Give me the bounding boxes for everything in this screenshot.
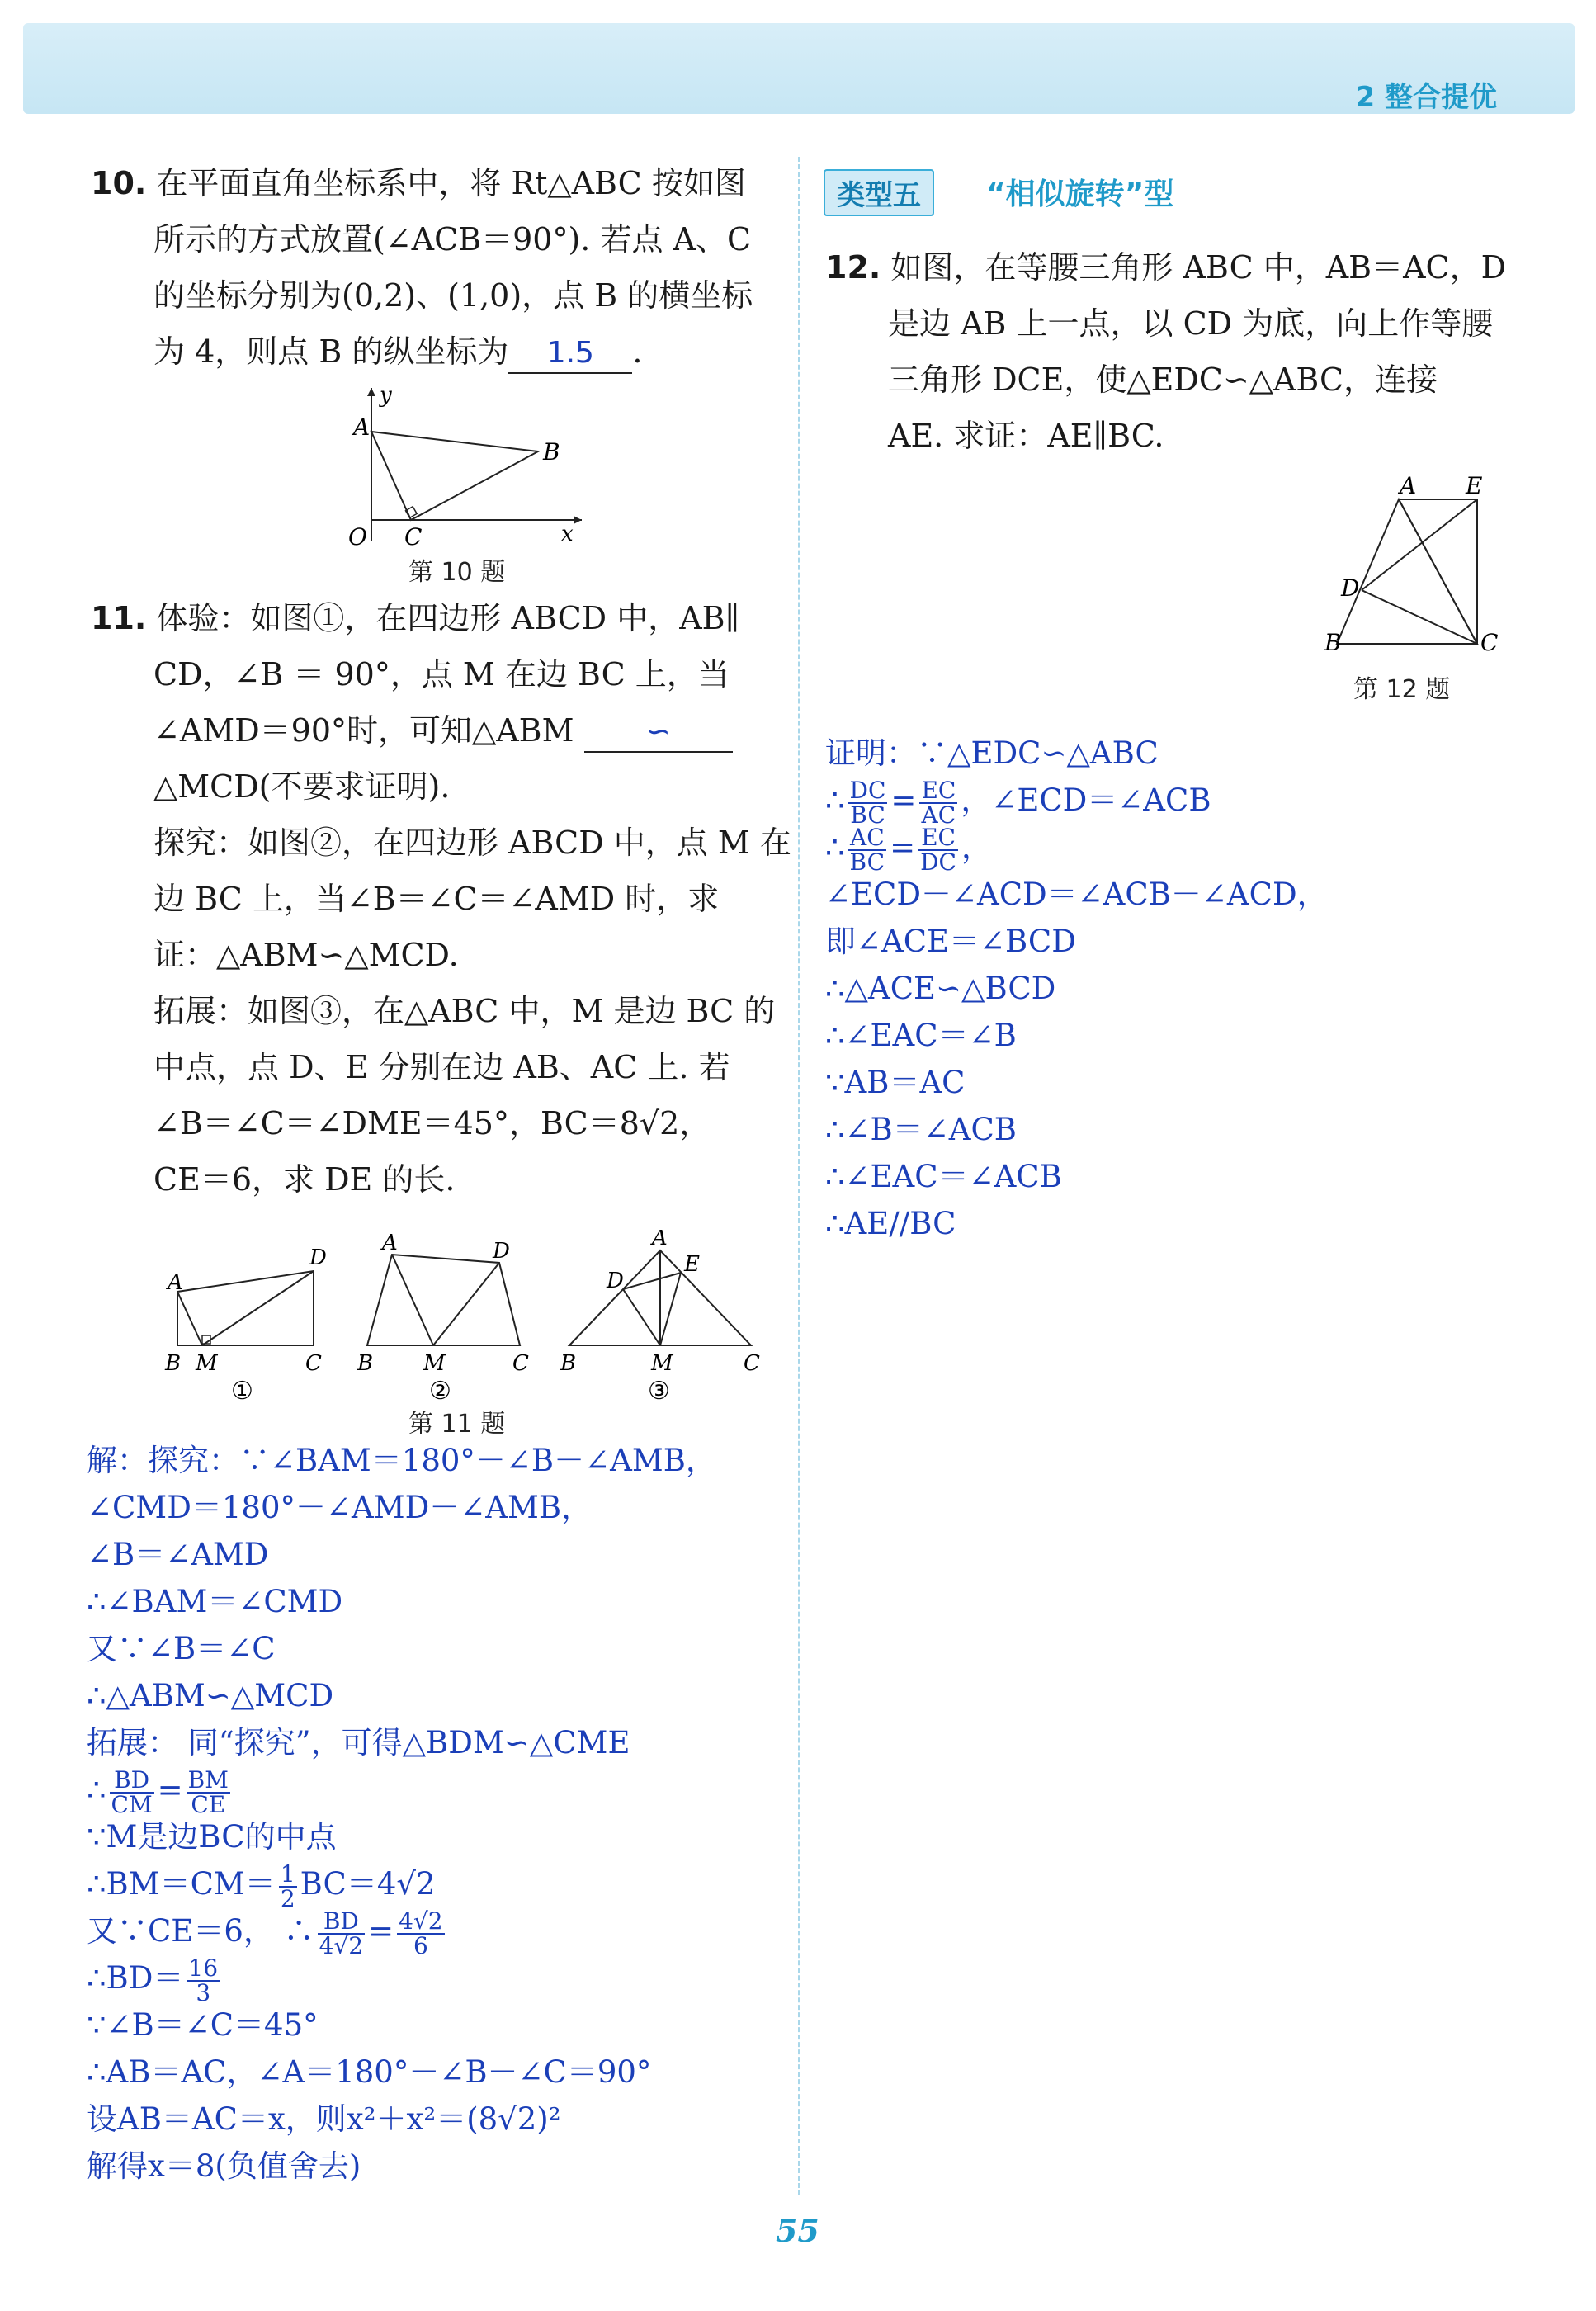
solution-line bbox=[87, 1907, 780, 1959]
problem-11-line-6: 边 BC 上，当∠B＝∠C＝∠AMD 时，求 bbox=[153, 881, 720, 917]
therefore-symbol: ∴ bbox=[825, 782, 845, 818]
label-c: C bbox=[512, 1351, 529, 1376]
problem-10 bbox=[91, 155, 767, 380]
solution-line: ∠CMD＝180°－∠AMD－∠AMB， bbox=[87, 1490, 593, 1525]
label-e: E bbox=[1466, 472, 1483, 499]
label-b: B bbox=[543, 438, 560, 466]
numerator: EC bbox=[918, 826, 958, 851]
numerator: BD bbox=[110, 1769, 154, 1794]
label-c: C bbox=[404, 523, 423, 549]
fraction bbox=[110, 1765, 154, 1818]
fraction bbox=[279, 1860, 297, 1912]
label-d: D bbox=[607, 1269, 624, 1293]
numerator: EC bbox=[921, 776, 956, 804]
label-a: A bbox=[168, 1270, 183, 1295]
denominator: CE bbox=[191, 1790, 226, 1818]
problem-11-line-10: ∠B＝∠C＝∠DME＝45°，BC＝8√2， bbox=[153, 1105, 711, 1141]
solution-12 bbox=[825, 730, 1535, 1247]
solution-line: ∵∠B＝∠C＝45° bbox=[87, 2007, 319, 2043]
caption-12: 第 12 题 bbox=[1353, 675, 1451, 704]
solution-line: 设AB＝AC＝x，则x²＋x²＝(8√2)² bbox=[87, 2101, 561, 2137]
therefore-symbol: ∴ bbox=[825, 829, 845, 865]
figure-number-3: ③ bbox=[648, 1377, 670, 1403]
expression: ， bbox=[961, 829, 992, 865]
figure-11 bbox=[161, 1230, 772, 1403]
denominator: BC bbox=[849, 848, 885, 876]
figure-number-1: ① bbox=[231, 1377, 253, 1403]
problem-12-line-4: AE. 求证：AE∥BC. bbox=[888, 418, 1164, 454]
label-b: B bbox=[165, 1351, 182, 1376]
solution-line bbox=[87, 1765, 780, 1818]
expression: ∴BM＝CM＝ bbox=[87, 1866, 276, 1902]
solution-line: ∴∠EAC＝∠ACB bbox=[825, 1159, 1062, 1194]
numerator: 4√2 bbox=[399, 1907, 443, 1935]
expression: ，∠ECD＝∠ACB bbox=[961, 782, 1211, 818]
header-band bbox=[23, 23, 1575, 114]
denominator: AC bbox=[921, 801, 956, 829]
numerator: BD bbox=[318, 1910, 365, 1935]
solution-11 bbox=[87, 1437, 780, 2190]
problem-11-line-7: 证：△ABM∽△MCD. bbox=[153, 937, 459, 973]
label-a: A bbox=[382, 1231, 398, 1255]
problem-text: 如图，在等腰三角形 ABC 中，AB＝AC，D bbox=[890, 249, 1507, 286]
solution-line: ∴AE//BC bbox=[825, 1206, 956, 1241]
equals-sign: = bbox=[157, 1772, 183, 1808]
label-c: C bbox=[1480, 629, 1499, 656]
problem-10-line-4 bbox=[91, 324, 767, 380]
figure-11-2 bbox=[357, 1231, 529, 1403]
label-d: D bbox=[309, 1245, 327, 1270]
page-number: 55 bbox=[776, 2212, 819, 2249]
problem-number: 10. bbox=[91, 165, 147, 201]
solution-line bbox=[87, 1860, 780, 1912]
caption-11: 第 11 题 bbox=[408, 1410, 506, 1439]
solution-line: ∠B＝∠AMD bbox=[87, 1537, 269, 1572]
type-title: “相似旋转”型 bbox=[986, 177, 1174, 211]
label-c: C bbox=[305, 1351, 322, 1376]
problem-number: 11. bbox=[91, 600, 147, 636]
solution-line: ∴AB＝AC，∠A＝180°－∠B－∠C＝90° bbox=[87, 2054, 652, 2090]
problem-11-line-5: 探究：如图②，在四边形 ABCD 中，点 M 在 bbox=[153, 825, 791, 861]
problem-11-line-4: △MCD(不要求证明). bbox=[153, 768, 451, 805]
numerator: BM bbox=[187, 1765, 229, 1794]
type-tag: 类型五 bbox=[824, 169, 934, 216]
solution-line: 拓展： 同“探究”，可得△BDM∽△CME bbox=[87, 1725, 630, 1760]
label-m: M bbox=[651, 1351, 673, 1376]
solution-line: 即∠ACE＝∠BCD bbox=[825, 924, 1076, 959]
solution-line bbox=[825, 823, 1535, 876]
solution-line: ∴∠BAM＝∠CMD bbox=[87, 1584, 343, 1619]
figure-number-2: ② bbox=[429, 1377, 451, 1403]
solution-line: ∴△ACE∽△BCD bbox=[825, 971, 1056, 1006]
problem-10-line-3: 的坐标分别为(0,2)、(1,0)，点 B 的横坐标 bbox=[153, 277, 753, 314]
label-a: A bbox=[652, 1230, 668, 1250]
problem-12 bbox=[825, 239, 1518, 464]
solution-line: ∵AB＝AC bbox=[825, 1065, 966, 1100]
fraction bbox=[318, 1907, 365, 1959]
solution-line: 解得x＝8(负值舍去) bbox=[87, 2148, 361, 2184]
denominator: 3 bbox=[196, 1978, 211, 2006]
solution-line: 证明：∵△EDC∽△ABC bbox=[825, 735, 1159, 771]
label-d: D bbox=[1341, 574, 1360, 602]
problem-text: 在平面直角坐标系中，将 Rt△ABC 按如图 bbox=[156, 165, 746, 201]
label-a: A bbox=[353, 414, 371, 441]
problem-12-line-1 bbox=[825, 239, 1518, 295]
problem-11-line-9: 中点，点 D、E 分别在边 AB、AC 上. 若 bbox=[153, 1049, 730, 1085]
expression: ∴BD＝ bbox=[87, 1960, 184, 1996]
figure-11-3 bbox=[560, 1230, 760, 1403]
section-label: 2 整合提优 bbox=[1355, 81, 1497, 114]
problem-12-line-2: 是边 AB 上一点，以 CD 为底，向上作等腰 bbox=[888, 305, 1494, 342]
figure-12 bbox=[1320, 470, 1510, 669]
label-b: B bbox=[357, 1351, 374, 1376]
problem-11-line-2: CD，∠B ＝ 90°，点 M 在边 BC 上，当 bbox=[153, 656, 730, 692]
solution-line bbox=[87, 1954, 780, 2006]
solution-line: ∴∠B＝∠ACB bbox=[825, 1112, 1017, 1147]
label-x: x bbox=[561, 522, 574, 546]
equals-sign: = bbox=[890, 829, 916, 865]
problem-11-line-11: CE＝6，求 DE 的长. bbox=[153, 1161, 456, 1198]
problem-11-line-3 bbox=[91, 702, 776, 759]
problem-text: 为 4，则点 B 的纵坐标为 bbox=[153, 333, 509, 370]
column-divider bbox=[798, 157, 800, 2195]
solution-line: 又∵∠B＝∠C bbox=[87, 1631, 276, 1666]
problem-text: ∠AMD＝90°时，可知△ABM bbox=[153, 712, 574, 749]
answer-blank: ∽ bbox=[584, 713, 733, 753]
numerator: AC bbox=[848, 826, 887, 851]
numerator: DC bbox=[849, 776, 886, 804]
denominator: BC bbox=[850, 801, 885, 829]
fraction bbox=[397, 1907, 444, 1959]
equals-sign: = bbox=[368, 1913, 394, 1949]
label-a: A bbox=[1400, 472, 1417, 499]
label-o: O bbox=[348, 523, 367, 549]
problem-text: 体验：如图①，在四边形 ABCD 中，AB∥ bbox=[156, 600, 740, 636]
denominator: 6 bbox=[413, 1931, 428, 1959]
fraction bbox=[187, 1765, 230, 1818]
answer-blank: 1.5 bbox=[508, 334, 632, 374]
denominator: 4√2 bbox=[319, 1931, 364, 1959]
label-m: M bbox=[423, 1351, 446, 1376]
label-y: y bbox=[380, 384, 392, 408]
fraction bbox=[919, 776, 957, 829]
solution-line bbox=[825, 776, 1535, 829]
problem-10-line-1 bbox=[91, 155, 767, 211]
fraction bbox=[187, 1954, 220, 2006]
caption-10: 第 10 题 bbox=[408, 558, 506, 587]
problem-10-line-2: 所示的方式放置(∠ACB＝90°). 若点 A、C bbox=[153, 221, 752, 258]
label-m: M bbox=[196, 1351, 218, 1376]
period: . bbox=[632, 333, 643, 370]
solution-line: 解：探究：∵∠BAM＝180°－∠B－∠AMB， bbox=[87, 1443, 716, 1478]
equals-sign: = bbox=[890, 782, 917, 818]
problem-12-line-3: 三角形 DCE，使△EDC∽△ABC，连接 bbox=[888, 362, 1438, 398]
label-b: B bbox=[560, 1351, 577, 1376]
numerator: 1 bbox=[280, 1860, 295, 1888]
fraction bbox=[848, 823, 887, 876]
denominator: CM bbox=[111, 1790, 153, 1818]
label-c: C bbox=[744, 1351, 760, 1376]
figure-10 bbox=[347, 384, 586, 549]
problem-number: 12. bbox=[825, 249, 881, 286]
label-e: E bbox=[684, 1252, 700, 1277]
therefore-symbol: ∴ bbox=[87, 1772, 106, 1808]
denominator: 2 bbox=[280, 1884, 295, 1912]
solution-line: ∴∠EAC＝∠B bbox=[825, 1018, 1017, 1053]
label-b: B bbox=[1324, 629, 1342, 656]
expression: BC＝4√2 bbox=[300, 1866, 436, 1902]
figure-11-1 bbox=[164, 1245, 327, 1403]
problem-11-line-1 bbox=[91, 590, 776, 646]
fraction bbox=[918, 823, 958, 876]
fraction bbox=[848, 776, 888, 829]
solution-line: ∵M是边BC的中点 bbox=[87, 1819, 337, 1855]
triangle-abc bbox=[371, 432, 538, 520]
problem-11-line-8: 拓展：如图③，在△ABC 中，M 是边 BC 的 bbox=[153, 993, 776, 1029]
expression: 又∵CE＝6， ∴ bbox=[87, 1913, 314, 1949]
label-d: D bbox=[493, 1239, 510, 1264]
solution-line: ∴△ABM∽△MCD bbox=[87, 1678, 334, 1713]
numerator: 16 bbox=[188, 1954, 219, 1982]
problem-11 bbox=[91, 590, 791, 1207]
solution-line: ∠ECD－∠ACD＝∠ACB－∠ACD， bbox=[825, 877, 1328, 912]
denominator: DC bbox=[920, 848, 956, 876]
